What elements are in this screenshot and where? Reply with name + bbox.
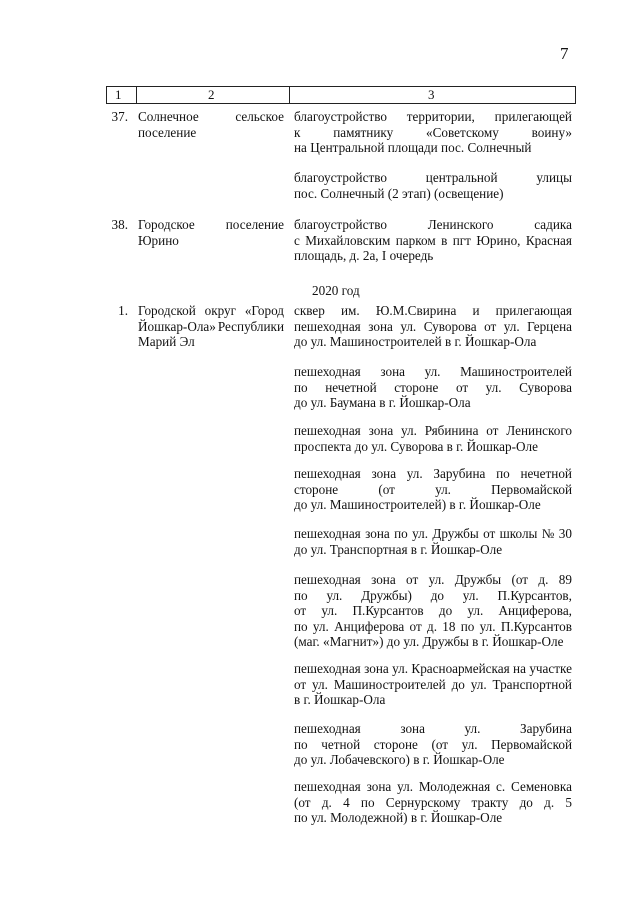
word: от <box>294 603 307 618</box>
word: Рябинина <box>424 423 479 438</box>
header-col-3: 3 <box>428 87 435 102</box>
word: участке <box>529 661 572 676</box>
header-col-2: 2 <box>208 87 215 102</box>
word: пешеходная <box>294 721 361 736</box>
word: «Советскому <box>426 124 499 140</box>
word: тракту <box>471 794 509 810</box>
word: Машиностроителей <box>460 364 572 379</box>
word: от <box>294 676 307 692</box>
word: Дружбы <box>454 572 502 587</box>
word: округ <box>204 303 237 318</box>
word: от <box>483 526 496 541</box>
word: Городской <box>138 303 196 318</box>
header-col-1: 1 <box>115 87 122 102</box>
word: П.Курсантов, <box>497 587 572 603</box>
word: садика <box>534 217 572 232</box>
word: по <box>294 618 308 634</box>
page-number: 7 <box>560 44 569 63</box>
column-divider <box>106 87 107 103</box>
word: по <box>394 526 408 541</box>
word: зона <box>380 364 405 379</box>
word: Дружбы) <box>361 587 412 603</box>
project-item: пешеходная зона ул. Красноармейская на участке от ул. Машиностроителей до ул. Транспортной в г. Йошкар-Ола <box>294 661 572 707</box>
word: Суворова <box>519 379 572 395</box>
project-item: пешеходная зона ул. Рябинина от Ленинского проспекта до ул. Суворова в г. Йошкар-Оле <box>294 423 572 454</box>
word: четной <box>321 736 361 752</box>
word: Зарубина <box>433 466 486 481</box>
word: центральной <box>425 170 498 185</box>
word: Ю.М.Свирина <box>375 303 457 318</box>
row-number: 38. <box>111 217 128 232</box>
project-item: пешеходная зона ул. Молодежная с. Семеновка (от д. 4 по Сернурскому тракту до д. 5 по ул. Молодежной) в г. Йошкар-Оле <box>294 779 572 825</box>
word: от <box>406 572 419 587</box>
word: территории, <box>406 109 475 124</box>
project-item: благоустройство Ленинского садика с Михайловским парком в пгт Юрино, Красная площадь, д. 2а, I очередь <box>294 217 572 263</box>
word: Машиностроителей <box>333 676 446 692</box>
word: д. <box>538 572 549 587</box>
word: зона <box>366 779 392 794</box>
municipality-name: Городское поселение Юрино <box>138 217 284 248</box>
word: нечетной <box>520 466 572 481</box>
word: (от <box>378 481 395 497</box>
word: благоустройство <box>294 170 387 185</box>
word: школы <box>499 526 538 541</box>
word: с <box>294 232 300 248</box>
word: пешеходная <box>294 572 361 587</box>
word: парком <box>395 232 436 248</box>
word: ул. <box>464 721 481 736</box>
word: Михайловским <box>305 232 391 248</box>
word: зона <box>371 572 396 587</box>
word: Анциферова <box>334 618 405 634</box>
word: от <box>455 379 469 395</box>
word: от <box>484 318 497 334</box>
word: ул. <box>400 318 417 334</box>
word: до <box>430 587 444 603</box>
word: ул. <box>406 466 423 481</box>
word: «Город <box>244 303 284 318</box>
municipality-name: Городской округ «Город Йошкар-Ола» Республики Марий Эл <box>138 303 284 349</box>
word: Сернурскому <box>385 794 461 810</box>
word: 18 <box>442 618 456 634</box>
word: благоустройство <box>294 109 387 124</box>
project-item: пешеходная зона ул. Машиностроителей по нечетной стороне от ул. Суворова до ул. Баумана в г. Йошкар-Ола <box>294 364 572 410</box>
word: ул. <box>503 318 520 334</box>
word: Городское <box>138 217 195 232</box>
word: благоустройство <box>294 217 387 232</box>
word: ул. <box>321 603 338 618</box>
word: ул. <box>435 481 451 497</box>
word: воину» <box>531 124 572 140</box>
word: ул. <box>428 572 445 587</box>
word: от <box>409 618 422 634</box>
word: им. <box>340 303 360 318</box>
word: Ленинского <box>427 217 494 232</box>
word: Зарубина <box>519 721 572 736</box>
word: Республики <box>217 318 284 334</box>
word: ул. <box>312 676 328 692</box>
municipality-name: Солнечное сельское поселение <box>138 109 284 140</box>
word: до <box>451 676 465 692</box>
column-divider <box>289 87 290 103</box>
project-item: благоустройство территории, прилегающей к памятнику «Советскому воину» на Центральной площади пос. Солнечный <box>294 109 572 155</box>
project-item: пешеходная зона по ул. Дружбы от школы № 30 до ул. Транспортная в г. Йошкар-Оле <box>294 526 572 557</box>
word: пешеходная <box>294 779 361 794</box>
column-divider <box>575 87 576 103</box>
word: по <box>294 379 308 395</box>
word: в <box>441 232 448 248</box>
word: сельское <box>235 109 284 124</box>
word: и <box>472 303 480 318</box>
word: Красная <box>525 232 572 248</box>
project-item: пешеходная зона от ул. Дружбы (от д. 89 по ул. Дружбы) до ул. П.Курсантов, от ул. П.Курсантов до ул. Анциферова, по ул. Анциферова от д. 18 по ул. П.Курсантов (маг. «Магнит») до ул. Дружбы в г. Йошкар-Оле <box>294 572 572 649</box>
word: П.Курсантов <box>500 618 572 634</box>
word: зона <box>365 526 390 541</box>
word: ул. <box>412 526 429 541</box>
word: № <box>541 526 555 541</box>
word: по <box>294 736 308 752</box>
word: д. <box>427 618 438 634</box>
word: (от <box>431 736 449 752</box>
word: ул. <box>312 618 329 634</box>
word: д. <box>544 794 555 810</box>
word: Первомайской <box>491 481 572 497</box>
word: сквер <box>294 303 325 318</box>
word: ул. <box>424 364 441 379</box>
word: ул. <box>397 779 414 794</box>
year-heading: 2020 год <box>312 283 360 298</box>
word: от <box>486 423 499 438</box>
column-divider <box>136 87 137 103</box>
project-item: благоустройство центральной улицы пос. Солнечный (2 этап) (освещение) <box>294 170 572 201</box>
word: ул. <box>326 587 343 603</box>
word: прилегающая <box>495 303 572 318</box>
word: Юрино, <box>476 232 521 248</box>
word: д. <box>321 794 332 810</box>
word: ул. <box>462 587 479 603</box>
word: стороне <box>294 481 339 497</box>
word: Красноармейская <box>411 661 510 676</box>
word: к <box>294 124 301 140</box>
row-number: 37. <box>111 109 128 124</box>
word: зона <box>400 721 425 736</box>
word: по <box>496 466 510 481</box>
word: улицы <box>536 170 572 185</box>
word: стороне <box>394 379 439 395</box>
project-item: сквер им. Ю.М.Свирина и прилегающая пешеходная зона ул. Суворова от ул. Герцена до ул. Машиностроителей в г. Йошкар-Ола <box>294 303 572 349</box>
word: прилегающей <box>494 109 572 124</box>
word: П.Курсантов <box>352 603 424 618</box>
word: Семеновка <box>511 779 572 794</box>
word: с. <box>496 779 506 794</box>
word: нечетной <box>325 379 377 395</box>
word: зона <box>371 466 397 481</box>
project-item: пешеходная зона ул. Зарубина по нечетной стороне (от ул. Первомайской до ул. Машиностроителей) в г. Йошкар-Оле <box>294 466 572 512</box>
word: зона <box>368 318 393 334</box>
word: Суворова <box>423 318 477 334</box>
project-item: пешеходная зона ул. Зарубина по четной стороне (от ул. Первомайской до ул. Лобачевского) в г. Йошкар-Оле <box>294 721 572 767</box>
word: Первомайской <box>491 736 572 752</box>
word: по <box>294 587 308 603</box>
word: ул. <box>485 379 502 395</box>
word: по <box>460 618 475 634</box>
word: на <box>513 661 526 676</box>
word: пешеходная <box>294 526 361 541</box>
word: Молодежная <box>418 779 491 794</box>
word: Анциферова, <box>498 603 572 618</box>
word: ул. <box>461 736 478 752</box>
word: пешеходная <box>294 318 361 334</box>
word: пгт <box>452 232 471 248</box>
word: пешеходная <box>294 466 361 481</box>
word: Йошкар-Ола» <box>138 318 216 334</box>
word: до <box>519 794 533 810</box>
word: Герцена <box>527 318 572 334</box>
word: зона <box>364 661 389 676</box>
word: (от <box>511 572 529 587</box>
word: поселение <box>225 217 284 232</box>
word: до <box>438 603 453 618</box>
word: Дружбы <box>432 526 479 541</box>
word: пешеходная <box>294 364 361 379</box>
table-header <box>106 86 576 104</box>
word: 5 <box>565 794 572 810</box>
word: пешеходная <box>294 423 361 438</box>
word: ул. <box>392 661 409 676</box>
word: ул. <box>401 423 417 438</box>
word: Транспортной <box>492 676 572 692</box>
word: ул. <box>467 603 484 618</box>
word: 30 <box>558 526 572 541</box>
word: Ленинского <box>506 423 572 438</box>
word: пешеходная <box>294 661 361 676</box>
word: зона <box>368 423 394 438</box>
word: памятнику <box>333 124 394 140</box>
word: по <box>360 794 375 810</box>
word: ул. <box>479 618 496 634</box>
word: (от <box>294 794 311 810</box>
word: 89 <box>558 572 572 587</box>
word: стороне <box>373 736 418 752</box>
row-number: 1. <box>118 303 128 318</box>
word: Солнечное <box>138 109 199 124</box>
word: ул. <box>470 676 487 692</box>
word: 4 <box>343 794 350 810</box>
